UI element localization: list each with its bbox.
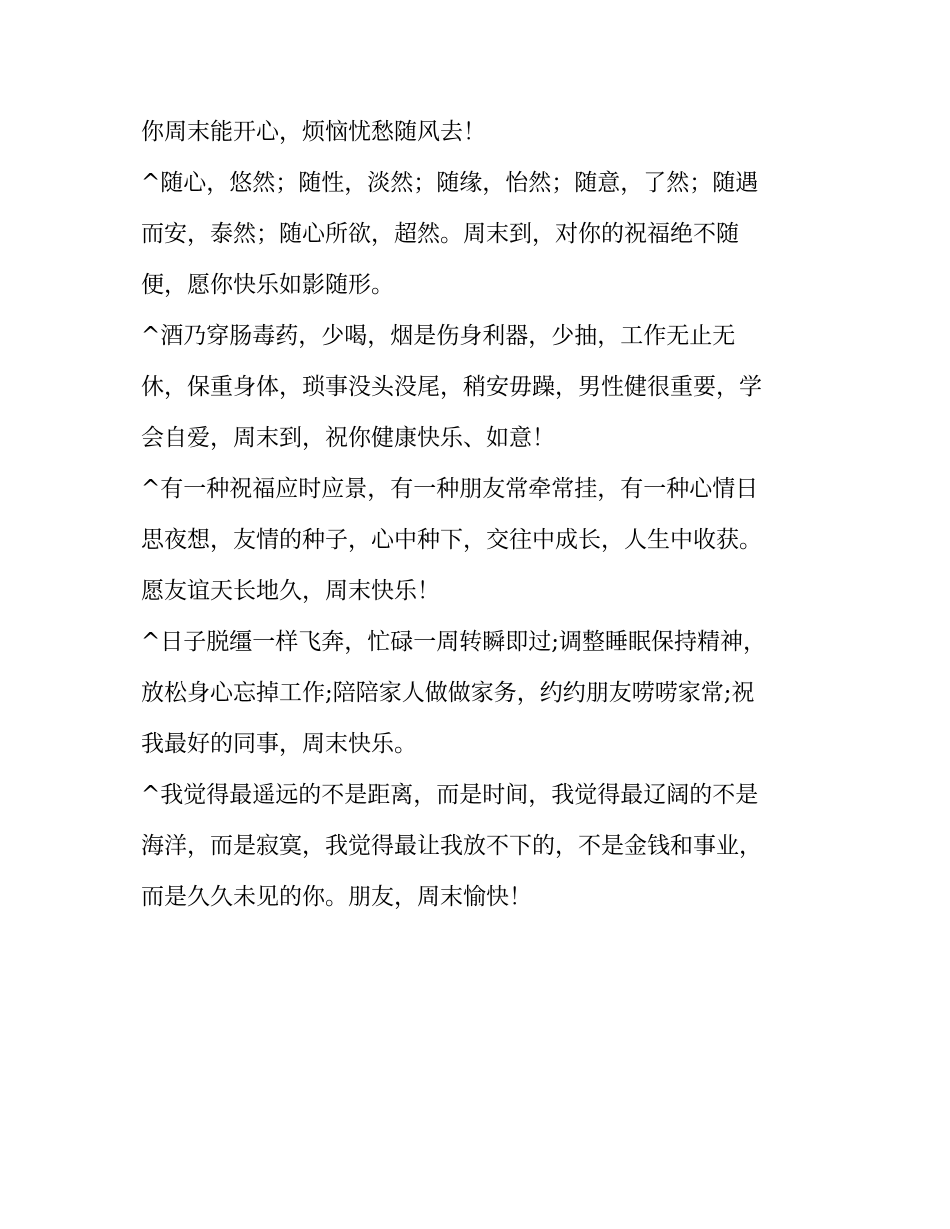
text-line: ^日子脱缰一样飞奔，忙碌一周转瞬即过;调整睡眠保持精神， [141,629,767,655]
text-line: 而是久久未见的你。朋友，周末愉快！ [141,884,532,910]
text-line: 海洋，而是寂寞，我觉得最让我放不下的，不是金钱和事业， [141,833,762,859]
text-line: 放松身心忘掉工作;陪陪家人做做家务，约约朋友唠唠家常;祝 [141,680,755,706]
text-line: ^我觉得最遥远的不是距离，而是时间，我觉得最辽阔的不是 [141,782,759,808]
text-line: 你周末能开心，烦恼忧愁随风去！ [141,119,486,145]
text-line: ^酒乃穿肠毒药，少喝，烟是伤身利器，少抽，工作无止无 [141,323,736,349]
text-line: ^有一种祝福应时应景，有一种朋友常牵常挂，有一种心情日 [141,476,759,502]
text-line: 会自爱，周末到，祝你健康快乐、如意！ [141,425,555,451]
text-line: 而安，泰然；随心所欲，超然。周末到，对你的祝福绝不随 [141,221,739,247]
text-line: ^随心，悠然；随性，淡然；随缘，怡然；随意，了然；随遇 [141,170,759,196]
text-line: 便，愿你快乐如影随形。 [141,272,394,298]
text-line: 思夜想，友情的种子，心中种下，交往中成长，人生中收获。 [141,527,762,553]
text-line: 愿友谊天长地久，周末快乐！ [141,578,440,604]
document-body-text [141,107,821,923]
text-line: 休，保重身体，琐事没头没尾，稍安毋躁，男性健很重要，学 [141,374,762,400]
text-line: 我最好的同事，周末快乐。 [141,731,417,757]
